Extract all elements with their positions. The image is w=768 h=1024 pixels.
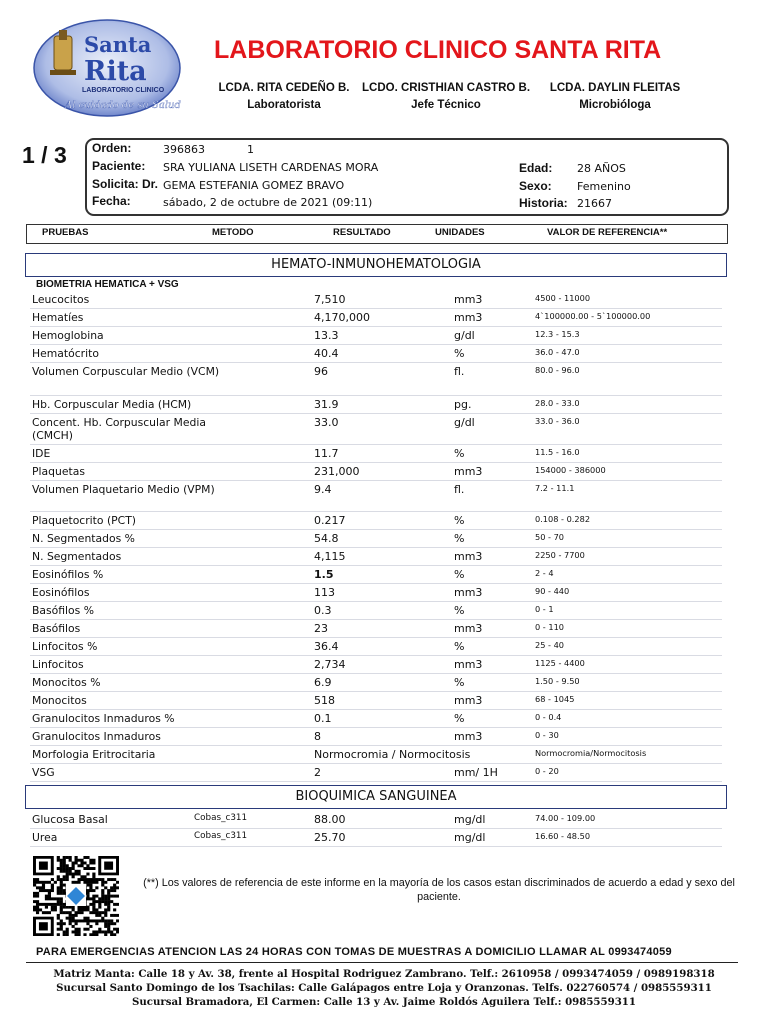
test-name: Basófilos xyxy=(32,622,81,635)
test-name: Granulocitos Inmaduros xyxy=(32,730,161,743)
table-row xyxy=(30,566,722,584)
section-hemato-title: HEMATO-INMUNOHEMATOLOGIA xyxy=(25,253,727,277)
test-name: Volumen Plaquetario Medio (VPM) xyxy=(32,483,215,496)
solicita-value: GEMA ESTEFANIA GOMEZ BRAVO xyxy=(163,179,345,192)
test-unit: mm3 xyxy=(454,465,483,478)
table-row xyxy=(30,445,722,463)
test-reference: 0 - 30 xyxy=(535,730,559,740)
test-reference: 0.108 - 0.282 xyxy=(535,514,591,524)
test-name: Granulocitos Inmaduros % xyxy=(32,712,175,725)
sexo-value: Femenino xyxy=(577,180,631,193)
table-row xyxy=(30,728,722,746)
fecha-value: sábado, 2 de octubre de 2021 (09:11) xyxy=(163,196,373,209)
table-row xyxy=(30,602,722,620)
table-row xyxy=(30,584,722,602)
test-reference: 4500 - 11000 xyxy=(535,293,591,303)
logo-text-santa: Santa xyxy=(84,32,152,57)
test-name: Hematíes xyxy=(32,311,84,324)
logo-subtitle: LABORATORIO CLINICO xyxy=(82,87,165,94)
test-result: 96 xyxy=(314,365,328,378)
test-reference: Normocromia/Normocitosis xyxy=(535,748,647,758)
test-unit: mm3 xyxy=(454,293,483,306)
test-name: Hemoglobina xyxy=(32,329,104,342)
address-matriz: Matriz Manta: Calle 18 y Av. 38, frente al Hospital Rodriguez Zambrano. Telf.: 2610958 / 0993474059 / 0989198318 xyxy=(53,968,715,980)
staff-1-name: LCDA. RITA CEDEÑO B. xyxy=(218,82,350,94)
staff-2-name: LCDO. CRISTHIAN CASTRO B. xyxy=(361,82,531,94)
table-row xyxy=(30,414,722,445)
lab-logo xyxy=(32,18,182,118)
table-row xyxy=(30,638,722,656)
table-row xyxy=(30,530,722,548)
test-reference: 16.60 - 48.50 xyxy=(535,831,591,841)
test-reference: 11.5 - 16.0 xyxy=(535,447,580,457)
table-row xyxy=(30,811,722,829)
table-row xyxy=(30,674,722,692)
test-result: 23 xyxy=(314,622,328,635)
test-result: 88.00 xyxy=(314,813,346,826)
test-result: 113 xyxy=(314,586,335,599)
test-reference: 80.0 - 96.0 xyxy=(535,365,580,375)
test-unit: mg/dl xyxy=(454,813,486,826)
results-column-header xyxy=(26,224,728,244)
test-unit: pg. xyxy=(454,398,472,411)
table-row xyxy=(30,746,722,764)
table-row xyxy=(30,656,722,674)
test-name: Glucosa Basal xyxy=(32,813,108,826)
test-reference: 1125 - 4400 xyxy=(535,658,585,668)
test-name: N. Segmentados xyxy=(32,550,122,563)
test-reference: 7.2 - 11.1 xyxy=(535,483,575,493)
test-unit: fl. xyxy=(454,483,465,496)
table-row xyxy=(30,764,722,782)
test-unit: g/dl xyxy=(454,329,475,342)
col-referencia: VALOR DE REFERENCIA** xyxy=(547,227,668,238)
test-unit: % xyxy=(454,514,465,527)
test-name: IDE xyxy=(32,447,51,460)
col-unidades: UNIDADES xyxy=(435,227,485,238)
test-reference: 1.50 - 9.50 xyxy=(535,676,580,686)
test-unit: % xyxy=(454,712,465,725)
test-reference: 0 - 1 xyxy=(535,604,554,614)
test-result: 6.9 xyxy=(314,676,332,689)
test-result: 0.3 xyxy=(314,604,332,617)
logo-slogan: Al cuidado de su Salud xyxy=(65,100,181,111)
address-bramadora: Sucursal Bramadora, El Carmen: Calle 13 y Av. Jaime Roldós Aguilera Telf.: 0985559311 xyxy=(132,996,636,1008)
staff-2-role: Jefe Técnico xyxy=(411,99,481,111)
test-reference: 25 - 40 xyxy=(535,640,564,650)
test-unit: mm3 xyxy=(454,658,483,671)
test-unit: % xyxy=(454,347,465,360)
table-row xyxy=(30,512,722,530)
test-result: 0.1 xyxy=(314,712,332,725)
table-row xyxy=(30,548,722,566)
test-unit: mg/dl xyxy=(454,831,486,844)
test-result: 0.217 xyxy=(314,514,346,527)
test-result: Normocromia / Normocitosis xyxy=(314,748,471,761)
test-reference: 74.00 - 109.00 xyxy=(535,813,596,823)
test-name: Leucocitos xyxy=(32,293,90,306)
edad-label: Edad: xyxy=(519,161,553,175)
test-result: 7,510 xyxy=(314,293,346,306)
test-reference: 0 - 20 xyxy=(535,766,559,776)
col-metodo: METODO xyxy=(212,227,254,238)
test-reference: 2250 - 7700 xyxy=(535,550,585,560)
table-row xyxy=(30,463,722,481)
test-name: Hb. Corpuscular Media (HCM) xyxy=(32,398,192,411)
test-unit: g/dl xyxy=(454,416,475,429)
test-result: 231,000 xyxy=(314,465,360,478)
table-row xyxy=(30,291,722,309)
test-unit: mm3 xyxy=(454,694,483,707)
test-name: Basófilos % xyxy=(32,604,94,617)
test-result: 33.0 xyxy=(314,416,339,429)
staff-1-role: Laboratorista xyxy=(247,99,321,111)
test-unit: mm3 xyxy=(454,622,483,635)
table-row xyxy=(30,396,722,414)
section-bioquimica-title: BIOQUIMICA SANGUINEA xyxy=(25,785,727,809)
test-result: 25.70 xyxy=(314,831,346,844)
test-result: 1.5 xyxy=(314,568,334,581)
paciente-label: Paciente: xyxy=(92,159,146,173)
test-result: 2 xyxy=(314,766,321,779)
test-name: Monocitos xyxy=(32,694,87,707)
qr-code xyxy=(33,856,119,936)
test-result: 31.9 xyxy=(314,398,339,411)
test-unit: mm3 xyxy=(454,550,483,563)
staff-3-name: LCDA. DAYLIN FLEITAS xyxy=(549,82,681,94)
test-unit: % xyxy=(454,447,465,460)
test-unit: mm3 xyxy=(454,311,483,324)
orden-seq: 1 xyxy=(247,143,254,156)
test-method: Cobas_c311 xyxy=(194,831,248,841)
test-name: Linfocitos xyxy=(32,658,84,671)
test-reference: 36.0 - 47.0 xyxy=(535,347,580,357)
test-result: 518 xyxy=(314,694,335,707)
test-reference: 68 - 1045 xyxy=(535,694,575,704)
test-result: 54.8 xyxy=(314,532,339,545)
test-reference: 4`100000.00 - 5`100000.00 xyxy=(535,311,651,321)
test-result: 4,170,000 xyxy=(314,311,370,324)
test-name: Hematócrito xyxy=(32,347,99,360)
test-name: Eosinófilos xyxy=(32,586,90,599)
staff-2 xyxy=(361,80,531,114)
historia-label: Historia: xyxy=(519,196,568,210)
staff-3-role: Microbióloga xyxy=(579,99,651,111)
col-pruebas: PRUEBAS xyxy=(42,227,89,238)
test-name: Plaquetocrito (PCT) xyxy=(32,514,137,527)
test-result: 36.4 xyxy=(314,640,339,653)
test-result: 4,115 xyxy=(314,550,346,563)
test-result: 9.4 xyxy=(314,483,332,496)
patient-info-box xyxy=(85,138,729,216)
test-result: 2,734 xyxy=(314,658,346,671)
table-row xyxy=(30,327,722,345)
test-unit: % xyxy=(454,640,465,653)
test-result: 11.7 xyxy=(314,447,339,460)
test-unit: % xyxy=(454,676,465,689)
test-reference: 50 - 70 xyxy=(535,532,564,542)
footer-divider xyxy=(26,962,738,963)
test-name: Morfologia Eritrocitaria xyxy=(32,748,156,761)
test-result: 13.3 xyxy=(314,329,339,342)
staff-3 xyxy=(530,80,700,114)
table-row xyxy=(30,345,722,363)
test-name: Concent. Hb. Corpuscular Media (CMCH) xyxy=(32,416,206,442)
test-unit: fl. xyxy=(454,365,465,378)
test-name: Volumen Corpuscular Medio (VCM) xyxy=(32,365,220,378)
test-name: Urea xyxy=(32,831,58,844)
table-row xyxy=(30,481,722,512)
page-number: 1 / 3 xyxy=(22,142,67,168)
subsection-biometria: BIOMETRIA HEMATICA + VSG xyxy=(36,279,179,290)
test-unit: mm/ 1H xyxy=(454,766,498,779)
test-unit: mm3 xyxy=(454,730,483,743)
test-reference: 0 - 110 xyxy=(535,622,564,632)
test-reference: 28.0 - 33.0 xyxy=(535,398,580,408)
orden-label: Orden: xyxy=(92,141,132,155)
test-reference: 33.0 - 36.0 xyxy=(535,416,580,426)
test-name: N. Segmentados % xyxy=(32,532,135,545)
emergency-line: PARA EMERGENCIAS ATENCION LAS 24 HORAS CON TOMAS DE MUESTRAS A DOMICILIO LLAMAR AL 0993474059 xyxy=(36,946,672,958)
sexo-label: Sexo: xyxy=(519,179,552,193)
fecha-label: Fecha: xyxy=(92,194,131,208)
test-unit: % xyxy=(454,532,465,545)
col-resultado: RESULTADO xyxy=(333,227,391,238)
test-name: Linfocitos % xyxy=(32,640,98,653)
test-name: VSG xyxy=(32,766,55,779)
table-row xyxy=(30,692,722,710)
test-unit: mm3 xyxy=(454,586,483,599)
address-santo-domingo: Sucursal Santo Domingo de los Tsachilas: Calle Galápagos entre Loja y Oranzonas. Telfs. 022760574 / 0985559311 xyxy=(56,982,712,994)
reference-note: (**) Los valores de referencia de este informe en la mayoría de los casos estan discriminados de acuerdo a edad y sexo del paciente. xyxy=(143,877,735,903)
lab-title: LABORATORIO CLINICO SANTA RITA xyxy=(214,36,662,64)
test-result: 8 xyxy=(314,730,321,743)
staff-1 xyxy=(199,80,369,114)
test-result: 40.4 xyxy=(314,347,339,360)
test-reference: 2 - 4 xyxy=(535,568,554,578)
test-unit: % xyxy=(454,568,465,581)
test-name: Plaquetas xyxy=(32,465,85,478)
logo-text-rita: Rita xyxy=(84,56,147,87)
table-row xyxy=(30,620,722,638)
test-name: Monocitos % xyxy=(32,676,101,689)
historia-value: 21667 xyxy=(577,197,612,210)
table-row xyxy=(30,309,722,327)
test-reference: 12.3 - 15.3 xyxy=(535,329,580,339)
table-row xyxy=(30,710,722,728)
paciente-value: SRA YULIANA LISETH CARDENAS MORA xyxy=(163,161,379,174)
test-unit: % xyxy=(454,604,465,617)
test-reference: 0 - 0.4 xyxy=(535,712,562,722)
test-method: Cobas_c311 xyxy=(194,813,248,823)
test-name: Eosinófilos % xyxy=(32,568,104,581)
orden-value: 396863 xyxy=(163,143,205,156)
test-reference: 90 - 440 xyxy=(535,586,570,596)
table-row xyxy=(30,363,722,396)
test-reference: 154000 - 386000 xyxy=(535,465,606,475)
solicita-label: Solicita: Dr. xyxy=(92,177,159,191)
table-row xyxy=(30,829,722,847)
edad-value: 28 AÑOS xyxy=(577,162,626,175)
